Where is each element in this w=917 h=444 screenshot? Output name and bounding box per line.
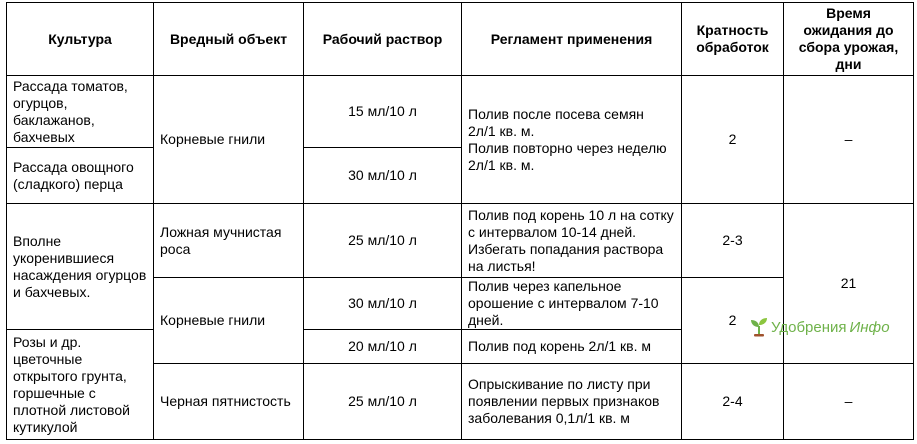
culture-cell: Вполне укоренившиеся насаждения огурцов и бахчевых. — [7, 204, 154, 330]
regulation-cell: Опрыскивание по листу при появлении первых признаков заболевания 0,1л/1 кв. м — [462, 364, 682, 440]
waiting-cell: – — [784, 364, 914, 440]
solution-cell: 20 мл/10 л — [304, 330, 462, 364]
regulation-cell: Полив под корень 2л/1 кв. м — [462, 330, 682, 364]
regulation-cell: Полив через капельное орошение с интервалом 7-10 дней. — [462, 278, 682, 330]
pest-cell: Ложная мучнистая роса — [154, 204, 304, 278]
fungicide-table — [6, 2, 914, 440]
waiting-cell: – — [784, 76, 914, 204]
header-frequency: Кратность обработок — [682, 3, 784, 76]
solution-cell: 30 мл/10 л — [304, 278, 462, 330]
header-pest: Вредный объект — [154, 3, 304, 76]
watermark-text: Удобрения — [771, 318, 847, 336]
pest-cell: Черная пятнистость — [154, 364, 304, 440]
frequency-cell: 2-3 — [682, 204, 784, 278]
watermark-logo — [750, 317, 890, 337]
solution-cell: 15 мл/10 л — [304, 76, 462, 148]
header-regulation: Регламент применения — [462, 3, 682, 76]
header-solution: Рабочий раствор — [304, 3, 462, 76]
waiting-cell: 21 — [784, 204, 914, 364]
regulation-line: Полив после посева семян 2л/1 кв. м. — [468, 105, 644, 139]
regulation-cell — [462, 76, 682, 204]
culture-cell: Розы и др. цветочные открытого грунта, горшечные с плотной листовой кутикулой — [7, 330, 154, 440]
table-row — [7, 204, 914, 278]
header-row — [7, 3, 914, 76]
pest-cell: Корневые гнили — [154, 278, 304, 364]
table-row — [7, 76, 914, 148]
solution-cell: 30 мл/10 л — [304, 148, 462, 204]
culture-cell: Рассада томатов, огурцов, баклажанов, бахчевых — [7, 76, 154, 148]
header-culture: Культура — [7, 3, 154, 76]
frequency-cell: 2 — [682, 278, 784, 364]
regulation-line: Полив повторно через неделю 2л/1 кв. м. — [468, 139, 667, 173]
solution-cell: 25 мл/10 л — [304, 204, 462, 278]
watermark-text-suffix: Инфо — [849, 318, 890, 336]
header-waiting: Время ожидания до сбора урожая, дни — [784, 3, 914, 76]
solution-cell: 25 мл/10 л — [304, 364, 462, 440]
sprout-icon — [750, 317, 768, 337]
pest-cell: Корневые гнили — [154, 76, 304, 204]
culture-cell: Рассада овощного (сладкого) перца — [7, 148, 154, 204]
regulation-cell: Полив под корень 10 л на сотку с интервалом 10-14 дней. Избегать попадания раствора на листья! — [462, 204, 682, 278]
frequency-cell: 2-4 — [682, 364, 784, 440]
frequency-cell: 2 — [682, 76, 784, 204]
